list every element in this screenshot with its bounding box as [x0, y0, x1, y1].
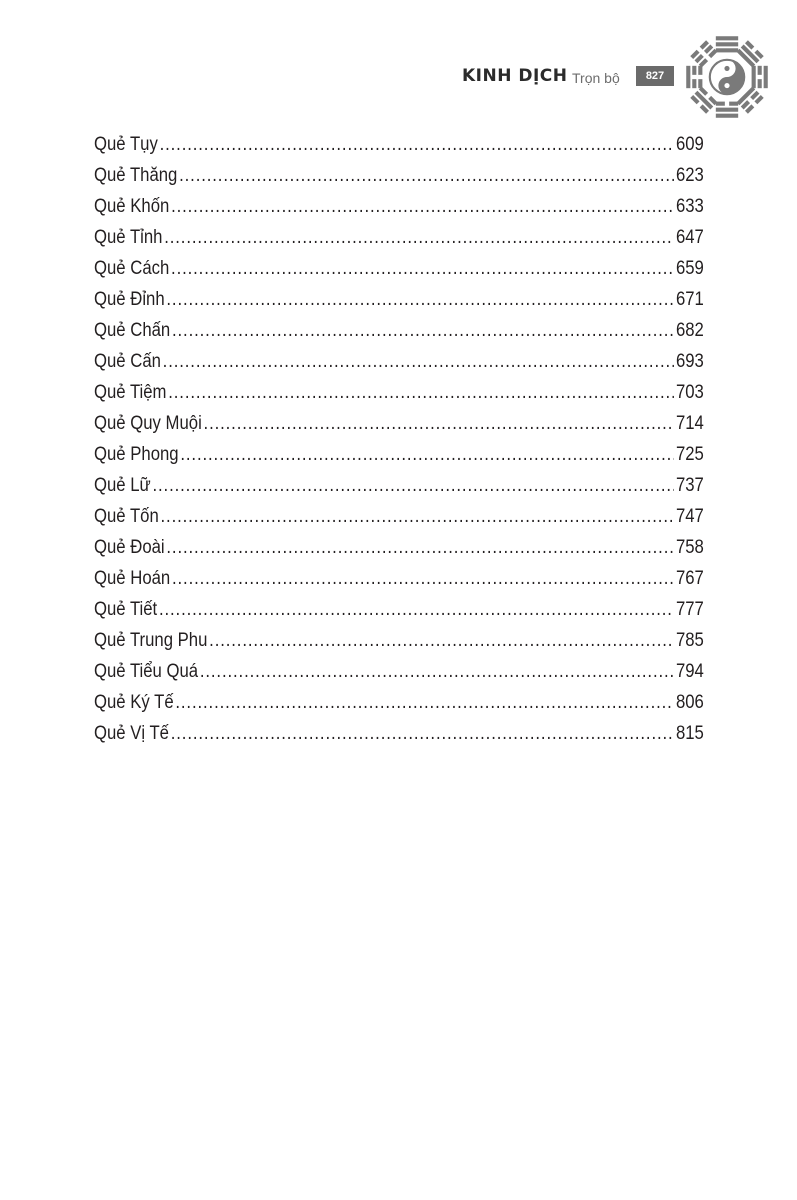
toc-entry-page: 671 [675, 289, 704, 310]
toc-entry-page: 609 [675, 134, 704, 155]
toc-dot-leader [168, 382, 674, 404]
toc-entry-title: Quẻ Tỉnh [94, 227, 163, 248]
toc-entry-title: Quẻ Tiểu Quá [94, 661, 199, 682]
toc-entry [94, 134, 704, 165]
toc-entry-page: 758 [675, 537, 704, 558]
toc-entry-title: Quẻ Tiết [94, 599, 158, 620]
book-title: KINH DỊCH [462, 66, 568, 86]
toc-entry [94, 630, 704, 661]
toc-entry-title: Quẻ Ký Tế [94, 692, 174, 713]
toc-dot-leader [161, 506, 675, 528]
toc-entry-title: Quẻ Tụy [94, 134, 158, 155]
toc-entry [94, 320, 704, 351]
toc-entry-page: 659 [675, 258, 704, 279]
toc-entry-page: 815 [675, 723, 704, 744]
toc-entry-page: 806 [675, 692, 704, 713]
toc-entry-page: 682 [675, 320, 704, 341]
toc-entry-title: Quẻ Tiệm [94, 382, 167, 403]
toc-entry-title: Quẻ Trung Phu [94, 630, 208, 651]
running-header [0, 62, 690, 94]
toc-dot-leader [159, 599, 674, 621]
toc-dot-leader [200, 661, 674, 683]
toc-entry-title: Quẻ Chấn [94, 320, 171, 341]
toc-entry [94, 661, 704, 692]
toc-entry-page: 714 [675, 413, 704, 434]
bagua-yin-yang-icon [684, 34, 770, 120]
toc-entry [94, 227, 704, 258]
toc-entry [94, 258, 704, 289]
toc-entry-title: Quẻ Cấn [94, 351, 161, 372]
toc-dot-leader [204, 413, 675, 435]
toc-entry-title: Quẻ Phong [94, 444, 179, 465]
toc-dot-leader [171, 196, 674, 218]
toc-dot-leader [209, 630, 674, 652]
toc-entry [94, 537, 704, 568]
toc-entry [94, 692, 704, 723]
toc-dot-leader [164, 227, 674, 249]
toc-dot-leader [171, 258, 674, 280]
toc-entry-page: 623 [675, 165, 704, 186]
toc-dot-leader [175, 692, 674, 714]
toc-entry-page: 767 [675, 568, 704, 589]
book-subtitle: Trọn bộ [572, 70, 620, 86]
toc-entry [94, 413, 704, 444]
toc-dot-leader [166, 537, 674, 559]
toc-entry-page: 794 [675, 661, 704, 682]
toc-entry [94, 165, 704, 196]
toc-dot-leader [179, 165, 674, 187]
toc-dot-leader [172, 568, 674, 590]
toc-entry-page: 647 [675, 227, 704, 248]
page-number-badge: 827 [636, 66, 674, 86]
table-of-contents [94, 134, 704, 754]
toc-dot-leader [166, 289, 674, 311]
toc-dot-leader [153, 475, 675, 497]
toc-entry [94, 196, 704, 227]
toc-entry [94, 289, 704, 320]
toc-entry-page: 785 [675, 630, 704, 651]
toc-entry [94, 506, 704, 537]
toc-entry-title: Quẻ Thăng [94, 165, 178, 186]
toc-entry-title: Quẻ Đoài [94, 537, 165, 558]
toc-entry-page: 737 [675, 475, 704, 496]
toc-entry [94, 568, 704, 599]
toc-entry-title: Quẻ Hoán [94, 568, 171, 589]
toc-dot-leader [171, 723, 674, 745]
toc-entry-title: Quẻ Vị Tế [94, 723, 169, 744]
toc-entry-title: Quẻ Lữ [94, 475, 151, 496]
toc-dot-leader [180, 444, 674, 466]
toc-dot-leader [172, 320, 674, 342]
toc-entry-title: Quẻ Quy Muội [94, 413, 202, 434]
toc-dot-leader [160, 134, 675, 156]
toc-entry [94, 382, 704, 413]
toc-entry [94, 444, 704, 475]
toc-entry-page: 725 [675, 444, 704, 465]
toc-entry-page: 777 [675, 599, 704, 620]
toc-entry-title: Quẻ Cách [94, 258, 170, 279]
toc-entry [94, 599, 704, 630]
toc-entry-page: 703 [675, 382, 704, 403]
toc-entry-title: Quẻ Tốn [94, 506, 159, 527]
toc-entry-page: 693 [675, 351, 704, 372]
toc-entry-page: 633 [675, 196, 704, 217]
toc-entry [94, 351, 704, 382]
toc-entry [94, 723, 704, 754]
toc-entry-title: Quẻ Khốn [94, 196, 170, 217]
toc-entry-title: Quẻ Đỉnh [94, 289, 165, 310]
toc-entry-page: 747 [675, 506, 704, 527]
toc-dot-leader [163, 351, 675, 373]
toc-entry [94, 475, 704, 506]
